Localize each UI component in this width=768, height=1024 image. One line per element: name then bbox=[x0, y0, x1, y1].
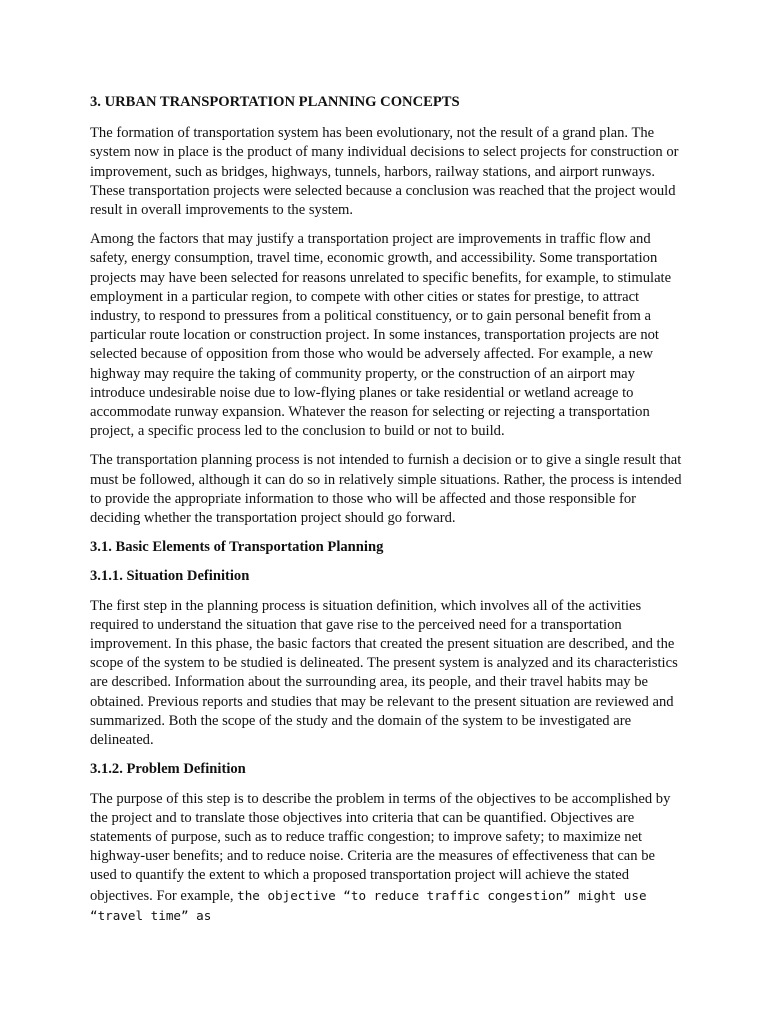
paragraph-problem-definition-main: The purpose of this step is to describe the problem in terms of the objectives to be accomplished by the project and to translate those objectives into criteria that can be quantified. Objectives are statements of purpose, such as to reduce traffic congestion; to improve safety; to maximize net highway-user benefits; and to reduce noise. Criteria are the measures of effectiveness that can be used to quantify the extent to which a proposed transportation project will achieve the stated objectives. For example, bbox=[90, 790, 671, 904]
paragraph-problem-definition-tail: the objective “to reduce traffic congestion” might use “travel time” as bbox=[90, 887, 647, 923]
subsection-title-basic-elements: 3.1. Basic Elements of Transportation Planning bbox=[90, 539, 384, 556]
document-page bbox=[90, 93, 682, 936]
subsection-title-problem-definition: 3.1.2. Problem Definition bbox=[90, 761, 246, 778]
section-title: 3. URBAN TRANSPORTATION PLANNING CONCEPTS bbox=[90, 94, 460, 110]
paragraph-problem-definition bbox=[90, 790, 682, 926]
paragraph-intro: The formation of transportation system has been evolutionary, not the result of a grand plan. The system now in place is the product of many individual decisions to select projects for construction or improvement, such as bridges, highways, tunnels, harbors, railway stations, and airport runways. These transportation projects were selected because a conclusion was reached that the project would result in overall improvements to the system. bbox=[90, 125, 679, 219]
paragraph-process: The transportation planning process is not intended to furnish a decision or to give a single result that must be followed, although it can do so in relatively simple situations. Rather, the process is intended to provide the appropriate information to those who will be affected and those responsible for deciding whether the transportation project should go forward. bbox=[90, 452, 682, 527]
subsection-title-situation-definition: 3.1.1. Situation Definition bbox=[90, 568, 250, 585]
paragraph-factors: Among the factors that may justify a transportation project are improvements in traffic flow and safety, energy consumption, travel time, economic growth, and accessibility. Some transportation projects may have been selected for reasons unrelated to specific benefits, for example, to stimulate employment in a particular region, to compete with other cities or states for prestige, to attract industry, to respond to pressures from a political constituency, or to gain personal benefit from a particular route location or construction project. In some instances, transportation projects are not selected because of opposition from those who would be adversely affected. For example, a new highway may require the taking of community property, or the construction of an airport may introduce undesirable noise due to low-flying planes or take residential or wetland acreage to accommodate runway expansion. Whatever the reason for selecting or rejecting a transportation project, a specific process led to the conclusion to build or not to build. bbox=[90, 231, 672, 440]
paragraph-situation-definition: The first step in the planning process is situation definition, which involves all of the activities required to understand the situation that gave rise to the perceived need for a transportation improvement. In this phase, the basic factors that created the present situation are described, and the scope of the system to be studied is delineated. The present system is analyzed and its characteristics are described. Information about the surrounding area, its people, and their travel habits may be obtained. Previous reports and studies that may be relevant to the present situation are reviewed and summarized. Both the scope of the study and the domain of the system to be investigated are delineated. bbox=[90, 597, 678, 749]
